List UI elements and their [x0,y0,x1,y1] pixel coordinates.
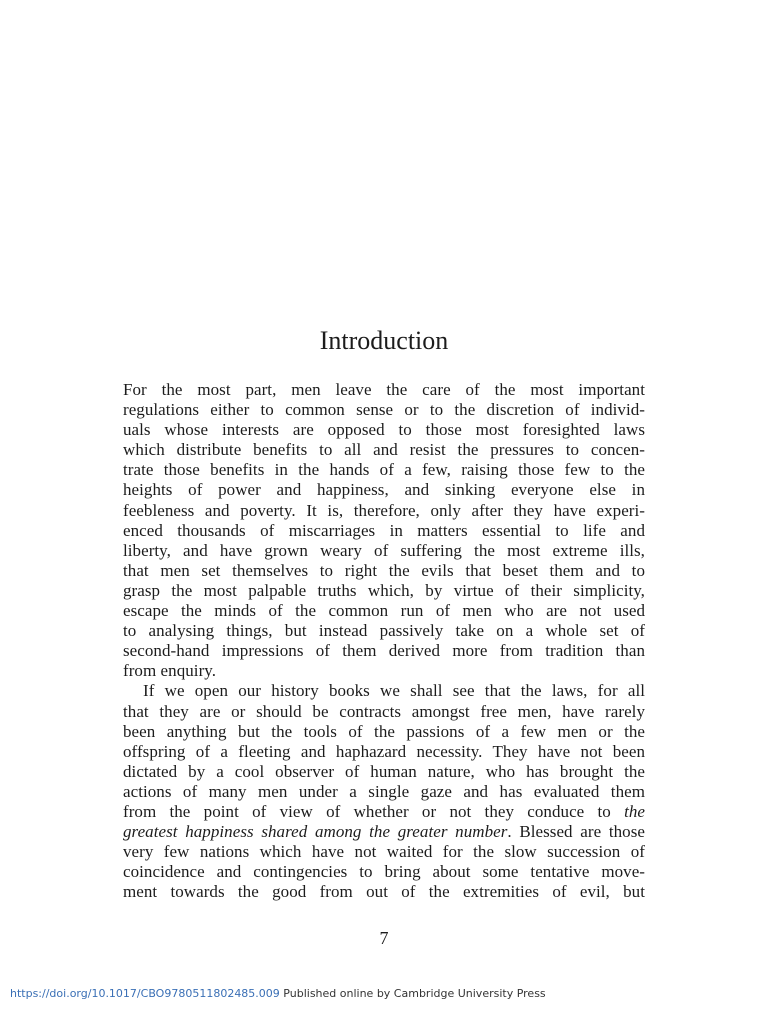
text-line: that men set themselves to right the evils that beset them and to [123,560,645,580]
text-line: second-hand impressions of them derived more from tradition than [123,641,645,661]
text-line: uals whose interests are opposed to those most foresighted laws [123,420,645,440]
text-line: coincidence and contingencies to bring about some tentative move- [123,862,645,882]
text-line: offspring of a fleeting and haphazard necessity. They have not been [123,741,645,761]
text-segment: . Blessed are those [507,822,645,842]
text-line: regulations either to common sense or to the discretion of individ- [123,400,645,420]
text-line: which distribute benefits to all and resist the pressures to concen- [123,440,645,460]
text-line: from enquiry. [123,661,217,681]
paragraph-2 [123,681,645,902]
footer [10,986,546,1002]
body-text [123,380,645,902]
italic-phrase: greatest happiness shared among the greater number [123,822,508,842]
text-line: enced thousands of miscarriages in matters essential to life and [123,520,645,540]
text-segment: from the point of view of whether or not they conduce to [123,801,625,821]
text-line: dictated by a cool observer of human nature, who has brought the [123,761,645,781]
text-line: If we open our history books we shall see that the laws, for all [143,681,645,701]
text-line: to analysing things, but instead passively take on a whole set of [123,621,645,641]
text-line [123,822,645,842]
published-note: Published online by Cambridge University Press [279,987,546,1000]
text-line: trate those benefits in the hands of a few, raising those few to the [123,460,645,480]
page-number: 7 [379,928,389,948]
text-line [123,802,645,822]
text-line: ment towards the good from out of the extremities of evil, but [123,882,645,902]
doi-link[interactable]: https://doi.org/10.1017/CBO9780511802485.009 [10,987,280,1000]
text-line: For the most part, men leave the care of the most important [123,380,645,399]
text-line: heights of power and happiness, and sinking everyone else in [123,480,645,500]
text-line: that they are or should be contracts amongst free men, have rarely [123,701,645,721]
text-line: been anything but the tools of the passions of a few men or the [123,721,645,741]
text-line: grasp the most palpable truths which, by virtue of their simplicity, [123,580,645,600]
text-line: feebleness and poverty. It is, therefore, only after they have experi- [123,500,645,520]
italic-phrase: the [624,801,645,821]
text-line: very few nations which have not waited for the slow succession of [123,842,645,862]
chapter-title: Introduction [319,326,449,355]
text-line: liberty, and have grown weary of suffering the most extreme ills, [123,540,645,560]
paragraph-1 [123,380,645,681]
text-line: escape the minds of the common run of men who are not used [123,601,645,621]
text-line: actions of many men under a single gaze and has evaluated them [123,781,645,801]
